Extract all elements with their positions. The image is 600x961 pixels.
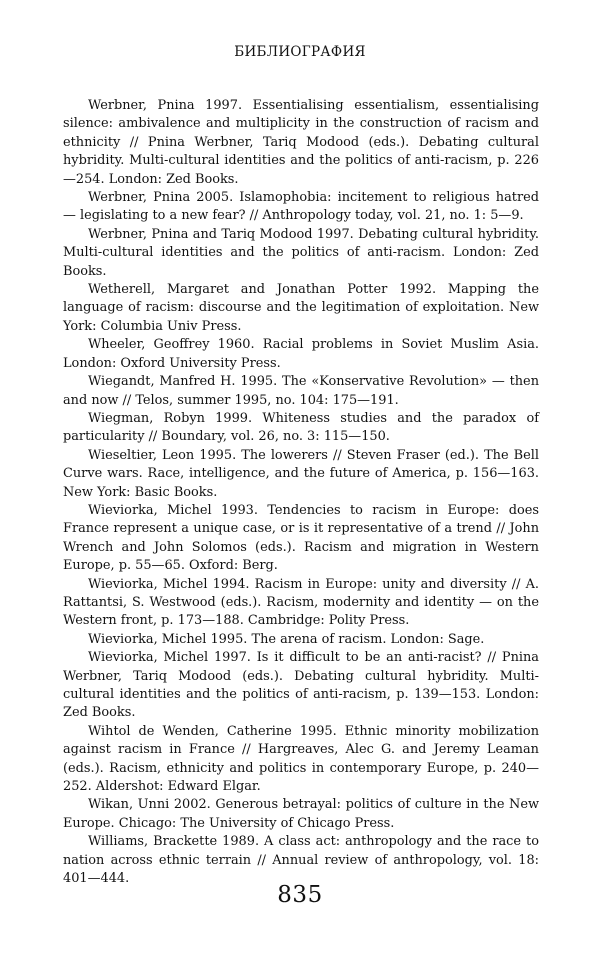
bibliography-entry: Wiegandt, Manfred H. 1995. The «Konservative Revolution» — then and now // Telos, summer 1995, no. 104: 175—191. [63,374,539,408]
running-header: БИБЛИОГРАФИЯ [234,44,366,60]
bibliography-entry: Wieviorka, Michel 1993. Tendencies to racism in Europe: does France represent a unique case, or is it representative of a trend // John Wrench and John Solomos (eds.). Racism and migration in Western Europe, p. 55—65. Oxford: Berg. [63,502,539,574]
bibliography-entry: Werbner, Pnina and Tariq Modood 1997. Debating cultural hybridity. Multi-cultural identities and the politics of anti-racism. London: Zed Books. [63,226,539,279]
bibliography-entry: Werbner, Pnina 1997. Essentialising essentialism, essentialising silence: ambivalence and multiplicity in the construction of racism and ethnicity // Pnina Werbner, Tariq Modood (eds.). Debating cultural hybridity. Multi-cultural identities and the politics of anti-racism, p. 226—254. London: Zed Books. [63,98,539,187]
bibliography-entry: Wetherell, Margaret and Jonathan Potter 1992. Mapping the language of racism: discourse and the legitimation of exploitation. New York: Columbia Univ Press. [63,282,539,334]
bibliography-entry: Wieviorka, Michel 1995. The arena of racism. London: Sage. [88,631,485,647]
bibliography-entry: Wieseltier, Leon 1995. The lowerers // Steven Fraser (ed.). The Bell Curve wars. Race, intelligence, and the future of America, p. 156—163. New York: Basic Books. [63,447,539,500]
bibliography-entry: Williams, Brackette 1989. A class act: anthropology and the race to nation across ethnic terrain // Annual review of anthropology, vol. 18: 401—444. [63,834,539,887]
bibliography-entry: Wiegman, Robyn 1999. Whiteness studies and the paradox of particularity // Boundary, vol. 26, no. 3: 115—150. [63,410,539,445]
bibliography-entry: Wieviorka, Michel 1994. Racism in Europe: unity and diversity // A. Rattantsi, S. Westwood (eds.). Racism, modernity and identity — on the Western front, p. 173—188. Cambridge: Polity Press. [63,576,539,629]
bibliography-entry: Werbner, Pnina 2005. Islamophobia: incitement to religious hatred — legislating to a new fear? // Anthropology today, vol. 21, no. 1: 5—9. [63,190,539,224]
bibliography-entry: Wheeler, Geoffrey 1960. Racial problems in Soviet Muslim Asia. London: Oxford University Press. [63,337,539,371]
bibliography-entry: Wikan, Unni 2002. Generous betrayal: politics of culture in the New Europe. Chicago: The University of Chicago Press. [63,797,539,831]
bibliography-entry: Wieviorka, Michel 1997. Is it difficult to be an anti-racist? // Pnina Werbner, Tariq Modood (eds.). Debating cultural hybridity. Multi-cultural identities and the politics of anti-racism, p. 139—153. London: Zed Books. [63,650,539,721]
bibliography-list [63,97,539,888]
page-number: 835 [277,882,323,908]
bibliography-entry: Wihtol de Wenden, Catherine 1995. Ethnic minority mobilization against racism in France // Hargreaves, Alec G. and Jeremy Leaman (eds.). Racism, ethnicity and politics in contemporary Europe, p. 240—252. Aldershot: Edward Elgar. [63,723,539,795]
